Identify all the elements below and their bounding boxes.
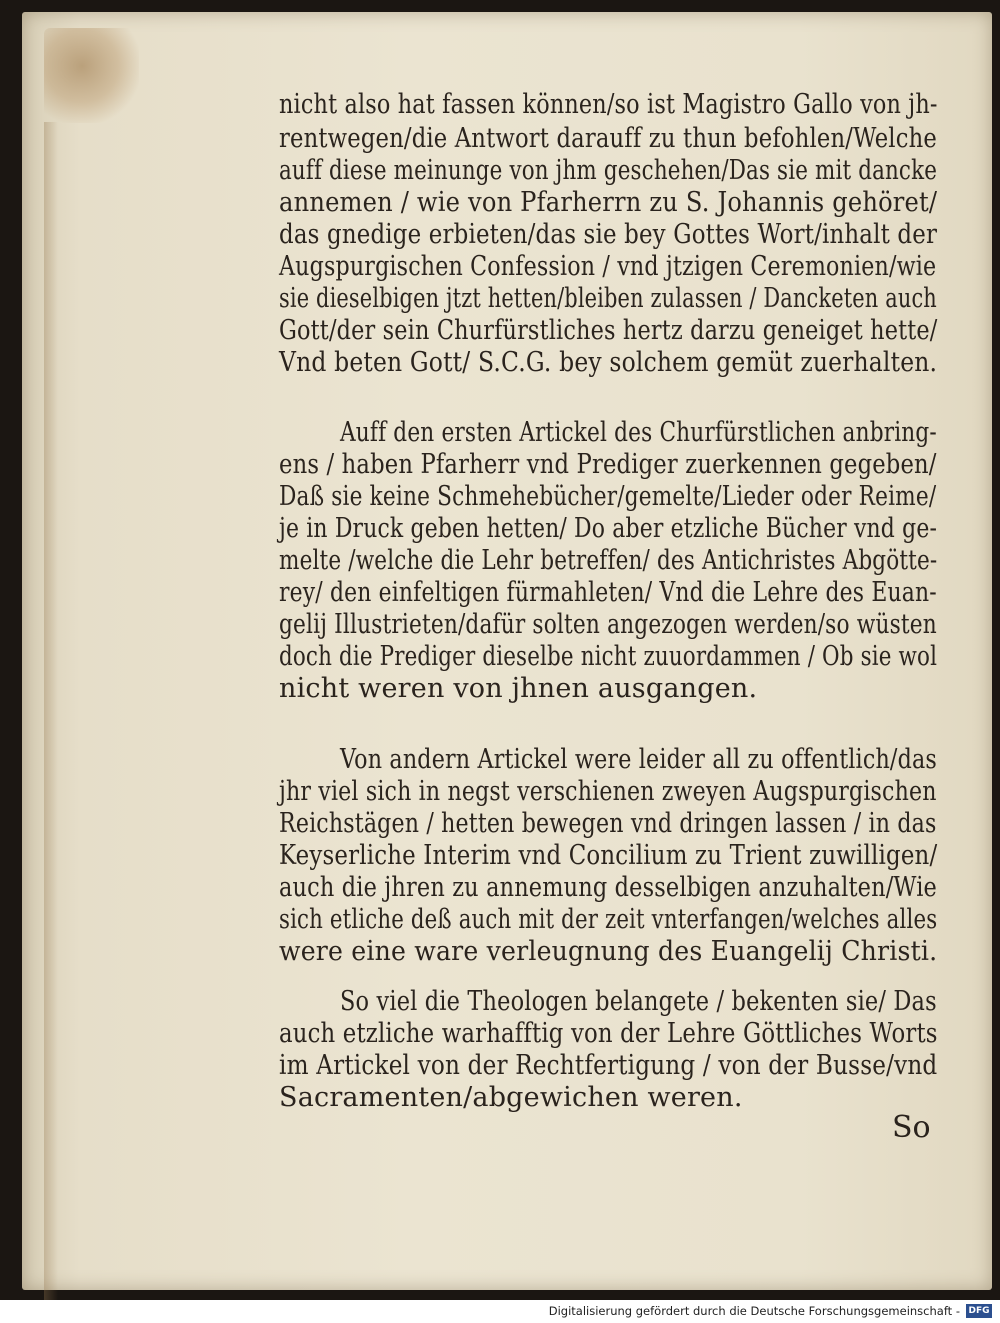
text-line: Gott/der sein Churfürstliches hertz darzu geneiget hette/	[279, 315, 938, 346]
footer-bar	[0, 1300, 1000, 1323]
text-line: Keyserliche Interim vnd Concilium zu Trient zuwilligen/	[279, 840, 938, 871]
text-line: Augspurgischen Confession / vnd jtzigen Ceremonien/wie	[279, 251, 937, 282]
text-line: rey/ den einfeltigen fürmahleten/ Vnd die Lehre des Euan-	[279, 577, 937, 608]
catchword: So	[892, 1110, 931, 1145]
text-line: Reichstägen / hetten bewegen vnd dringen lassen / in das	[279, 808, 937, 839]
text-line: doch die Prediger dieselbe nicht zuuordammen / Ob sie wol	[279, 641, 938, 672]
text-line: sich etliche deß auch mit der zeit vnterfangen/welches alles	[279, 904, 938, 935]
text-line: sie dieselbigen jtzt hetten/bleiben zulassen / Dancketen auch	[279, 283, 937, 314]
text-line: were eine ware verleugnung des Euangelij Christi.	[279, 936, 938, 967]
text-line: im Artickel von der Rechtfertigung / von der Busse/vnd	[279, 1050, 938, 1081]
text-line: auch etzliche warhafftig von der Lehre Göttliches Worts	[279, 1018, 938, 1049]
text-line: ens / haben Pfarherr vnd Prediger zuerkennen gegeben/	[279, 449, 937, 480]
text-line: melte /welche die Lehr betreffen/ des Antichristes Abgötte-	[279, 545, 938, 576]
text-line: Auff den ersten Artickel des Churfürstlichen anbring-	[340, 417, 937, 448]
text-line: rentwegen/die Antwort darauff zu thun befohlen/Welche	[279, 123, 937, 154]
text-line: Sacramenten/abgewichen weren.	[279, 1082, 743, 1113]
funding-credit: Digitalisierung gefördert durch die Deutsche Forschungsgemeinschaft -	[548, 1304, 960, 1318]
page-stain	[44, 28, 139, 123]
page-edge-shadow	[44, 122, 58, 1302]
text-line: annemen / wie von Pfarherrn zu S. Johannis gehöret/	[279, 187, 938, 218]
text-line: jhr viel sich in negst verschienen zweyen Augspurgischen	[279, 776, 937, 807]
text-line: Vnd beten Gott/ S.C.G. bey solchem gemüt zuerhalten.	[279, 347, 938, 378]
text-line: auch die jhren zu annemung desselbigen anzuhalten/Wie	[279, 872, 937, 903]
text-line: Daß sie keine Schmehebücher/gemelte/Lieder oder Reime/	[279, 481, 937, 512]
text-line: das gnedige erbieten/das sie bey Gottes Wort/inhalt der	[279, 219, 938, 250]
text-line: auff diese meinunge von jhm geschehen/Das sie mit dancke	[279, 155, 938, 186]
text-line: Von andern Artickel were leider all zu offentlich/das	[340, 744, 937, 775]
text-line: je in Druck geben hetten/ Do aber etzliche Bücher vnd ge-	[279, 513, 938, 544]
text-line: nicht weren von jhnen ausgangen.	[279, 673, 758, 704]
text-line: So viel die Theologen belangete / bekenten sie/ Das	[340, 986, 937, 1017]
dfg-logo-icon: DFG	[966, 1304, 992, 1318]
text-line: gelij Illustrieten/dafür solten angezogen werden/so wüsten	[279, 609, 937, 640]
text-line: nicht also hat fassen können/so ist Magistro Gallo von jh-	[279, 89, 938, 120]
book-page	[22, 12, 992, 1290]
